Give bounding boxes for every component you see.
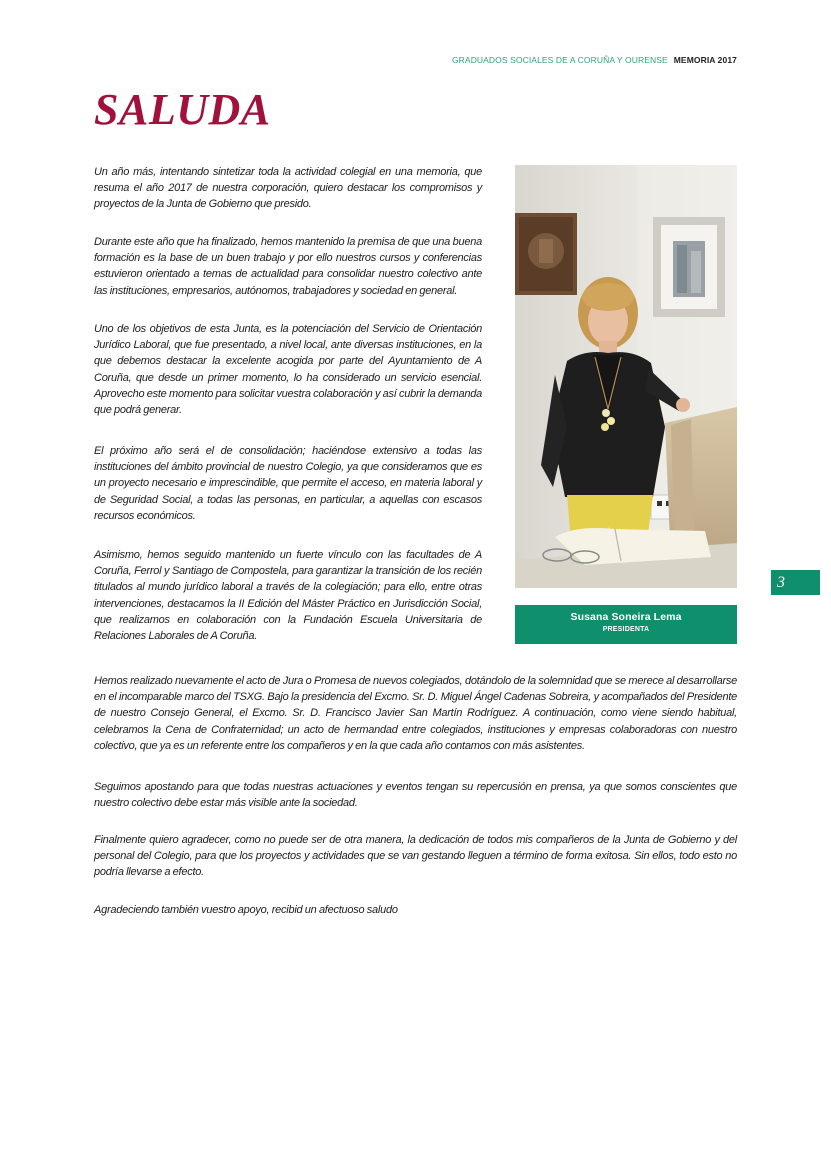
photo-caption bbox=[515, 605, 737, 644]
paragraph-7: Seguimos apostando para que todas nuestras actuaciones y eventos tengan su repercusión en prensa, ya que somos conscientes que nuestro colectivo debe estar más visible ante la sociedad. bbox=[94, 781, 737, 810]
paragraph-6: Hemos realizado nuevamente el acto de Jura o Promesa de nuevos colegiados, dotándolo de la solemnidad que se merece al desarrollarse en el incomparable marco del TSXG. Bajo la presidencia del Excmo. Sr. D. Miguel Ángel Cadenas Sobreira, y acompañados del Presidente de nuestro Consejo General, el Excmo. Sr. D. Francisco Javier San Martín Rodríguez. A continuación, como viene siendo habitual, celebramos la Cena de Confraternidad; un acto de hermandad entre colegiados, instituciones y empresas colaboradoras con nuestro colectivo, que ya es un referente entre los compañeros y en la que cada año contamos con más asistentes. bbox=[94, 675, 737, 752]
page-title: SALUDA bbox=[94, 85, 271, 134]
header-publication: MEMORIA 2017 bbox=[673, 55, 737, 65]
paragraph-2: Durante este año que ha finalizado, hemos mantenido la premisa de que una buena formación es la base de un buen trabajo y por ello nuestros cursos y conferencias estuvieron orientado a temas de actualidad para consolidar nuestro colectivo ante las instituciones, empresarios, autónomos, trabajadores y sociedad en general. bbox=[94, 236, 482, 297]
paragraph-5: Asimismo, hemos seguido mantenido un fuerte vínculo con las facultades de A Coruña, Ferrol y Santiago de Compostela, para garantizar la transición de los recién titulados al mundo jurídico laboral a través de la colegiación; para ello, entre otras intervenciones, destacamos la II Edición del Máster Práctico en Jurisdicción Social, que realizamos en colaboración con la Fundación Escuela Universitaria de Relaciones Laborales de A Coruña. bbox=[94, 549, 482, 643]
paragraph-8: Finalmente quiero agradecer, como no puede ser de otra manera, la dedicación de todos mis compañeros de la Junta de Gobierno y del personal del Colegio, para que los proyectos y actividades que se van gestando lleguen a término de forma exitosa. Sin ellos, todo esto no podría llevarse a efecto. bbox=[94, 834, 737, 879]
running-header bbox=[452, 55, 737, 65]
president-photo bbox=[515, 165, 737, 588]
paragraph-9: Agradeciendo también vuestro apoyo, recibid un afectuoso saludo bbox=[94, 904, 398, 916]
page-number: 3 bbox=[771, 570, 820, 595]
header-organization: GRADUADOS SOCIALES DE A CORUÑA Y OURENSE bbox=[451, 55, 668, 65]
paragraph-1: Un año más, intentando sintetizar toda la actividad colegial en una memoria, que resuma el año 2017 de nuestra corporación, quiero destacar los compromisos y proyectos de la Junta de Gobierno que presido. bbox=[94, 166, 482, 211]
paragraph-4: El próximo año será el de consolidación; haciéndose extensivo a todas las instituciones del ámbito provincial de nuestro Colegio, ya que consideramos que es un proyecto necesario e imprescindible, que permite el acceso, en materia laboral y de Seguridad Social, a todas las personas, en particular, a aquellas con escasos recursos económicos. bbox=[94, 445, 482, 522]
caption-role: PRESIDENTA bbox=[602, 626, 650, 633]
paragraph-3: Uno de los objetivos de esta Junta, es la potenciación del Servicio de Orientación Jurídico Laboral, que fue presentado, a nivel local, ante diversas instituciones, en la que debemos destacar la excelente acogida por parte del Ayuntamiento de A Coruña, que desde un primer momento, lo ha considerado un servicio esencial. Aprovecho este momento para solicitar vuestra colaboración y así cubrir la demanda que podrá generar. bbox=[94, 323, 482, 417]
caption-name: Susana Soneira Lema bbox=[570, 611, 682, 623]
